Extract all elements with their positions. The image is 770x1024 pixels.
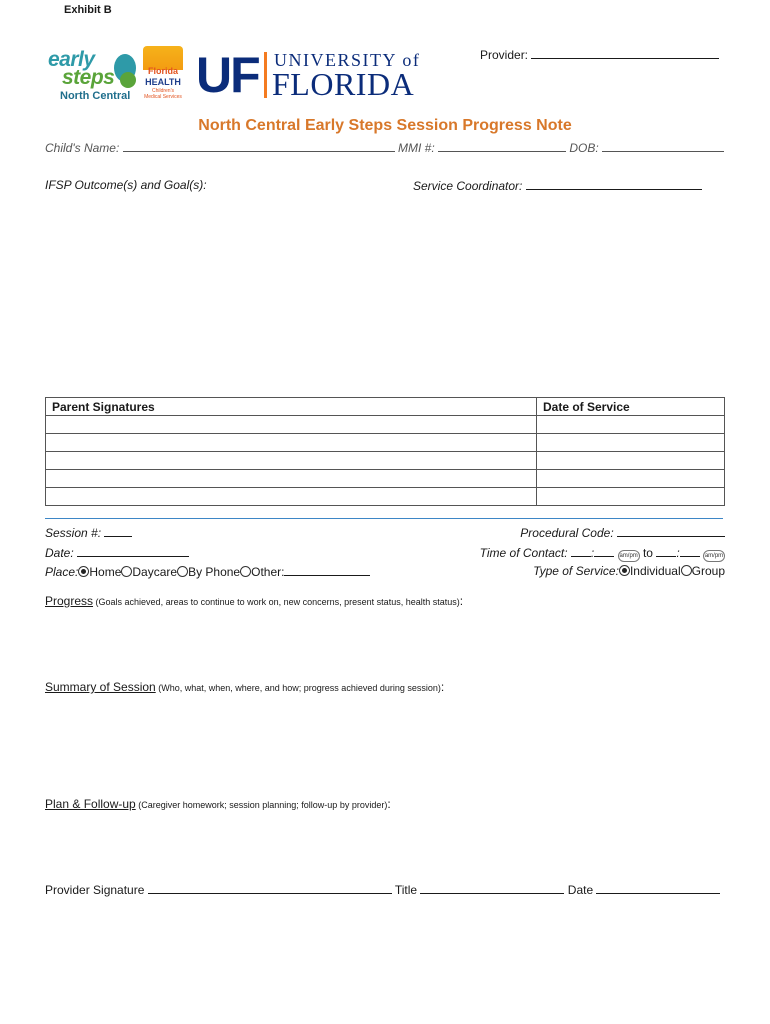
place-other-line[interactable]: [284, 564, 370, 576]
mmi-label: MMI #:: [398, 141, 435, 155]
time-end-hour[interactable]: [656, 545, 676, 557]
place-daycare-label: Daycare: [132, 565, 178, 579]
logo-text-health: HEALTH: [145, 77, 181, 87]
uf-mark: UF: [196, 47, 259, 103]
time-end-minute[interactable]: [680, 545, 700, 557]
child-figure-icon-2: [120, 72, 136, 88]
section-divider: [45, 518, 723, 519]
date-cell[interactable]: [537, 470, 725, 488]
progress-note: (Goals achieved, areas to continue to work on, new concerns, present status, health status): [93, 597, 460, 607]
progress-heading: Progress: [45, 594, 94, 608]
time-to-label: to: [642, 546, 653, 560]
logo-text-steps: steps: [62, 66, 115, 89]
early-steps-logo: [44, 48, 140, 106]
logo-text-florida: Florida: [147, 66, 178, 76]
place-other-radio[interactable]: [240, 566, 251, 577]
signature-cell[interactable]: [46, 488, 537, 506]
uf-university-of: UNIVERSITY of: [274, 50, 421, 70]
time-start-hour[interactable]: [571, 545, 591, 557]
service-coordinator-label: Service Coordinator:: [413, 179, 523, 193]
table-row: [46, 470, 725, 488]
child-name-label: Child's Name:: [45, 141, 120, 155]
child-name-line[interactable]: [123, 140, 395, 152]
plan-note: (Caregiver homework; session planning; follow-up by provider): [135, 800, 388, 810]
provider-label: Provider:: [480, 48, 529, 62]
place-phone-radio[interactable]: [177, 566, 188, 577]
ifsp-label: IFSP Outcome(s) and Goal(s):: [45, 178, 207, 192]
place-daycare-radio[interactable]: [121, 566, 132, 577]
provider-field[interactable]: [480, 47, 719, 62]
place-label: Place:: [45, 565, 79, 579]
signature-cell[interactable]: [46, 452, 537, 470]
place-phone-label: By Phone: [188, 565, 241, 579]
dob-line[interactable]: [602, 140, 724, 152]
logo-text-cms: Children's Medical Services: [144, 88, 182, 100]
time-of-contact-field: Time of Contact: : am/pm to : am/pm: [479, 546, 724, 560]
type-group-label: Group: [691, 564, 725, 578]
place-home-label: Home: [89, 565, 122, 579]
summary-heading: Summary of Session: [45, 680, 156, 694]
ampm-toggle-start[interactable]: am/pm: [618, 550, 640, 562]
date-cell[interactable]: [537, 452, 725, 470]
summary-note: (Who, what, when, where, and how; progress achieved during session): [155, 683, 441, 693]
uf-divider: [264, 52, 267, 98]
uf-logo: [196, 47, 438, 103]
type-individual-radio[interactable]: [619, 565, 630, 576]
signature-cell[interactable]: [46, 416, 537, 434]
place-home-radio[interactable]: [78, 566, 89, 577]
date-cell[interactable]: [537, 416, 725, 434]
provider-signature-line[interactable]: [148, 882, 392, 894]
title-label: Title: [394, 883, 418, 897]
plan-colon: :: [387, 797, 391, 811]
date-field[interactable]: [45, 545, 189, 560]
mmi-line[interactable]: [438, 140, 566, 152]
exhibit-label: Exhibit B: [64, 4, 112, 16]
title-line[interactable]: [420, 882, 564, 894]
session-line[interactable]: [104, 525, 132, 537]
child-info-row: [45, 140, 724, 155]
date-label: Date:: [45, 546, 74, 560]
type-group-radio[interactable]: [681, 565, 692, 576]
col-parent-signatures: Parent Signatures: [46, 398, 537, 416]
provider-line[interactable]: [531, 47, 719, 59]
progress-colon: :: [459, 594, 464, 608]
service-coordinator-line[interactable]: [526, 178, 702, 190]
summary-section: [45, 680, 444, 694]
parent-signature-table: [45, 397, 725, 506]
session-label: Session #:: [45, 526, 102, 540]
procedural-code-label: Procedural Code:: [520, 526, 614, 540]
procedural-code-line[interactable]: [617, 525, 725, 537]
page-title: North Central Early Steps Session Progress Note: [198, 117, 572, 134]
footer-date-label: Date: [567, 883, 594, 897]
session-field[interactable]: [45, 525, 132, 540]
date-cell[interactable]: [537, 488, 725, 506]
date-cell[interactable]: [537, 434, 725, 452]
plan-section: [45, 797, 391, 811]
signature-cell[interactable]: [46, 470, 537, 488]
progress-section: [45, 594, 463, 608]
type-of-service-field: [533, 564, 725, 578]
time-start-minute[interactable]: [594, 545, 614, 557]
dob-label: DOB:: [569, 141, 599, 155]
service-coordinator-field[interactable]: [413, 178, 702, 193]
ampm-toggle-end[interactable]: am/pm: [703, 550, 725, 562]
date-line[interactable]: [77, 545, 189, 557]
table-row: [46, 434, 725, 452]
type-of-service-label: Type of Service:: [533, 564, 619, 578]
col-date-of-service: Date of Service: [537, 398, 725, 416]
logo-text-early: early: [48, 48, 95, 71]
signature-footer: [45, 882, 720, 897]
signature-cell[interactable]: [46, 434, 537, 452]
logo-text-north-central: North Central: [60, 90, 131, 102]
procedural-code-field[interactable]: [520, 525, 725, 540]
plan-heading: Plan & Follow-up: [45, 797, 136, 811]
footer-date-line[interactable]: [596, 882, 720, 894]
place-field: [45, 564, 370, 579]
provider-signature-label: Provider Signature: [45, 883, 145, 897]
type-individual-label: Individual: [629, 564, 681, 578]
table-row: [46, 488, 725, 506]
summary-colon: :: [440, 680, 445, 694]
florida-health-logo: [143, 46, 183, 104]
time-of-contact-label: Time of Contact:: [479, 546, 568, 560]
table-row: [46, 452, 725, 470]
uf-florida: FLORIDA: [272, 66, 415, 102]
place-other-label: Other:: [251, 565, 285, 579]
table-row: [46, 416, 725, 434]
